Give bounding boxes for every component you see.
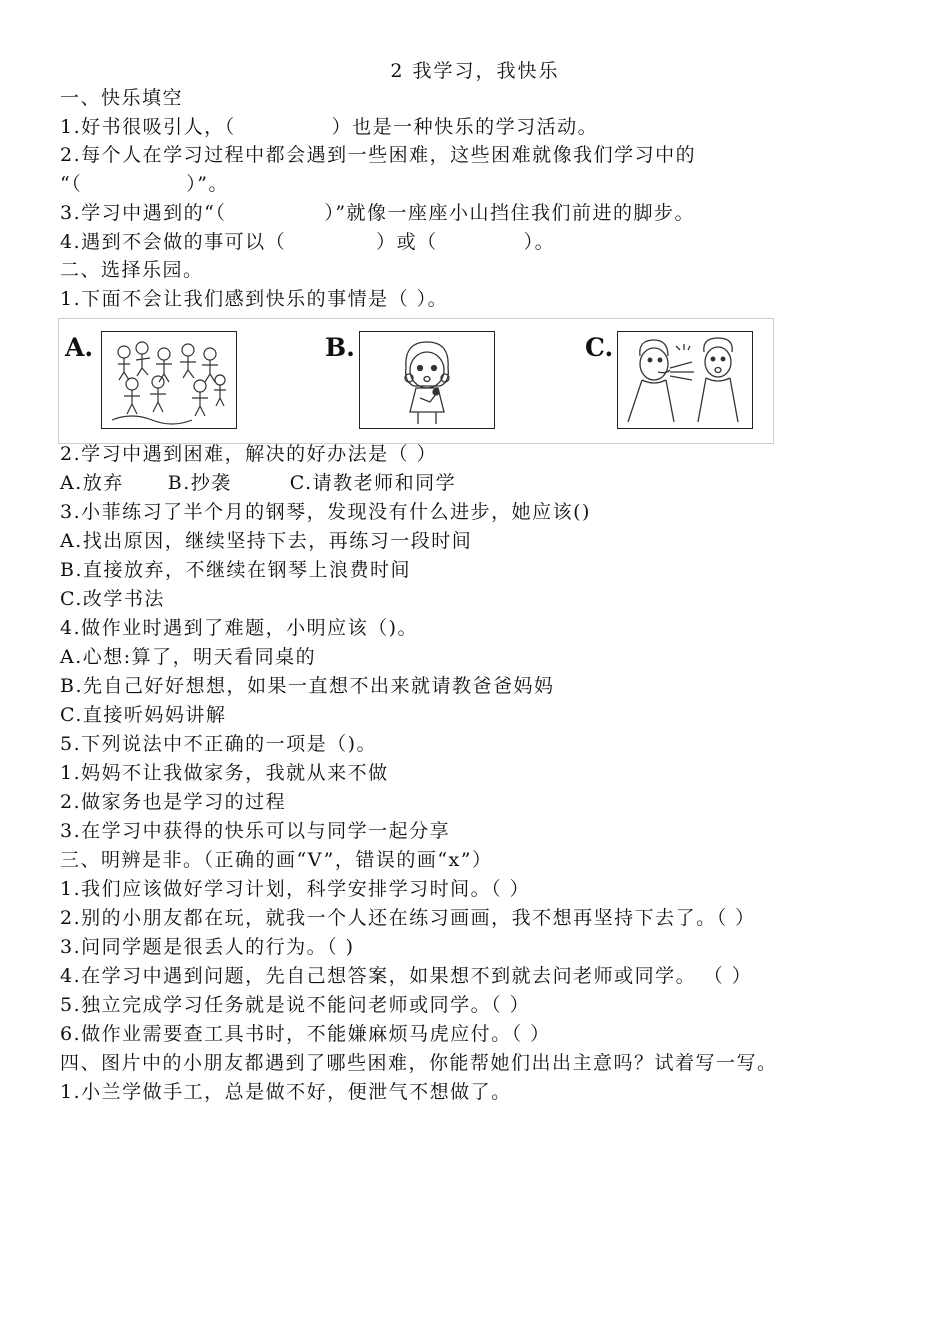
judge-question-6: 6.做作业需要查工具书时，不能嫌麻烦马虎应付。（ ） [60,1023,551,1045]
choice-3-option-a[interactable]: A.找出原因，继续坚持下去，再练习一段时间 [60,530,473,552]
fill-question-2-continued [60,172,229,196]
choice-question-3: 3.小菲练习了半个月的钢琴，发现没有什么进步，她应该() [60,501,591,523]
fill-question-1 [60,115,598,139]
fill-question-3 [60,201,695,225]
fill-question-1-part-a: 1.好书很吸引人，（ [60,116,236,138]
fill-question-2: 2.每个人在学习过程中都会遇到一些困难，这些困难就像我们学习中的 [60,144,697,166]
section-3-heading: 三、明辨是非。（正确的画“V”，错误的画“x”） [60,849,493,871]
page-title: 2 我学习，我快乐 [390,60,560,82]
fill-question-3-part-a: 3.学习中遇到的“（ [60,202,227,224]
fill-question-3-part-b: ）”就像一座座小山挡住我们前进的脚步。 [324,202,696,224]
children-playing-icon [102,332,236,428]
fill-question-4-part-c: ）。 [523,231,556,253]
fill-question-4-part-b: ）或（ [376,231,438,253]
fill-question-2-part-a: “（ [60,173,83,195]
choice-2-option-c[interactable]: C.请教老师和同学 [289,472,457,494]
option-c-picture[interactable] [617,331,753,429]
judge-question-4: 4.在学习中遇到问题，先自己想答案，如果想不到就去问老师或同学。 （ ） [60,965,753,987]
choice-4-option-a[interactable]: A.心想:算了，明天看同桌的 [60,646,317,668]
children-arguing-icon [618,332,752,428]
judge-question-3: 3.问同学题是很丢人的行为。（ ) [60,936,355,958]
choice-question-2-options [60,471,456,495]
judge-question-1: 1.我们应该做好学习计划，科学安排学习时间。（ ） [60,878,531,900]
choice-5-option-3[interactable]: 3.在学习中获得的快乐可以与同学一起分享 [60,820,451,842]
fill-question-2-part-b: ）”。 [186,173,229,195]
choice-5-option-2[interactable]: 2.做家务也是学习的过程 [60,791,287,813]
fill-question-1-part-b: ）也是一种快乐的学习活动。 [331,116,599,138]
fill-question-4 [60,230,555,254]
picture-options-box [58,318,774,444]
judge-question-2: 2.别的小朋友都在玩，就我一个人还在练习画画，我不想再坚持下去了。（ ） [60,907,756,929]
section-1-heading: 一、快乐填空 [60,87,184,109]
fill-question-4-part-a: 4.遇到不会做的事可以（ [60,231,287,253]
choice-question-4: 4.做作业时遇到了难题，小明应该（)。 [60,617,419,639]
judge-question-5: 5.独立完成学习任务就是说不能问老师或同学。（ ） [60,994,531,1016]
option-b-picture[interactable] [359,331,495,429]
choice-3-option-c[interactable]: C.改学书法 [60,588,165,610]
option-a-label: A. [65,333,94,362]
choice-question-2: 2.学习中遇到困难，解决的好办法是（ ） [60,443,438,465]
option-a-picture[interactable] [101,331,237,429]
choice-2-option-a[interactable]: A.放弃 [60,472,124,494]
section-2-heading: 二、选择乐园。 [60,259,204,281]
choice-4-option-b[interactable]: B.先自己好好想想，如果一直想不出来就请教爸爸妈妈 [60,675,555,697]
choice-4-option-c[interactable]: C.直接听妈妈讲解 [60,704,227,726]
option-b-label: B. [325,333,355,362]
choice-5-option-1[interactable]: 1.妈妈不让我做家务，我就从来不做 [60,762,389,784]
choice-2-option-b[interactable]: B.抄袭 [167,472,232,494]
write-question-1: 1.小兰学做手工，总是做不好，便泄气不想做了。 [60,1081,512,1103]
choice-3-option-b[interactable]: B.直接放弃，不继续在钢琴上浪费时间 [60,559,412,581]
choice-question-1: 1.下面不会让我们感到快乐的事情是（ ）。 [60,288,449,310]
option-c-label: C. [585,333,614,362]
section-4-heading: 四、图片中的小朋友都遇到了哪些困难，你能帮她们出出主意吗？试着写一写。 [60,1052,778,1074]
choice-question-5: 5.下列说法中不正确的一项是（)。 [60,733,378,755]
girl-singing-icon [360,332,494,428]
